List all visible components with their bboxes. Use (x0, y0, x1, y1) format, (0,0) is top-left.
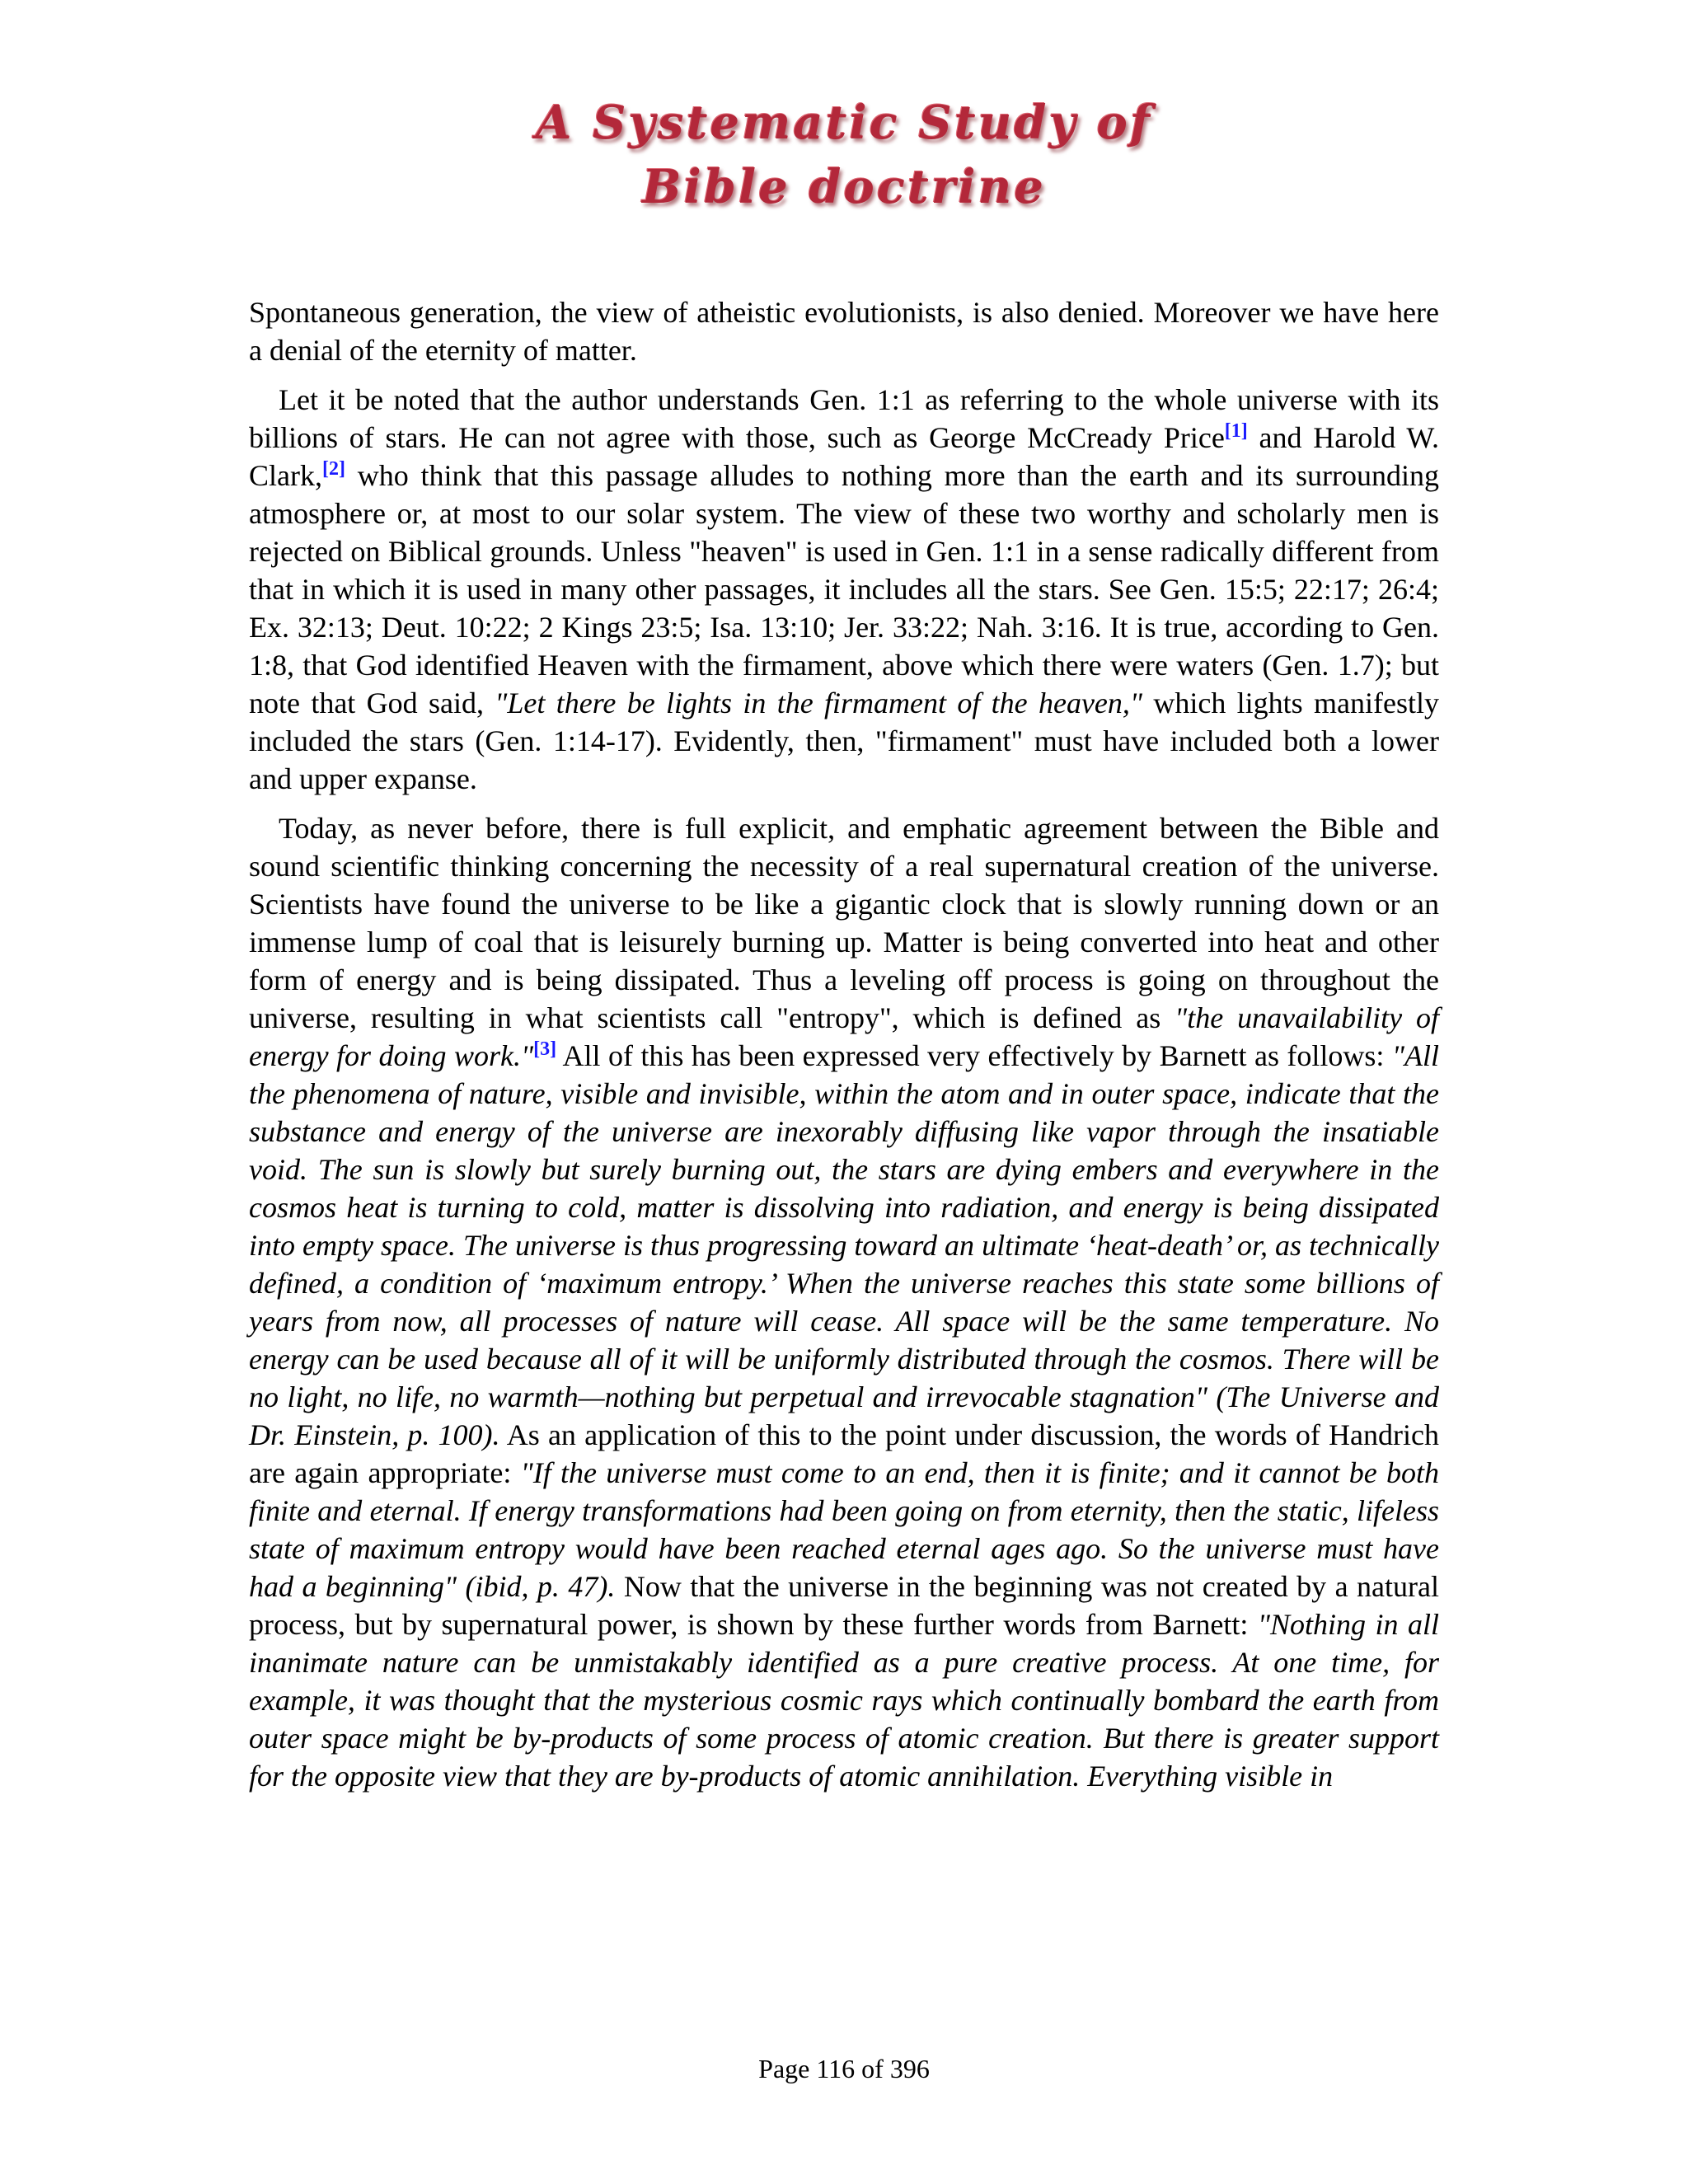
book-title-logo (0, 91, 1688, 219)
paragraph-2-text-a: Let it be noted that the author understands Gen. 1:1 as referring to the whole universe with its billions of stars. He can not agree with those, such as George McCready Price (249, 383, 1439, 454)
paragraph-2-text-d: which lights manifestly included the stars (Gen. 1:14-17). Evidently, then, "firmament" must have included both a lower and upper expanse. (249, 687, 1439, 795)
paragraph-2-text-b: and Harold W. Clark, (249, 421, 1440, 492)
paragraph-3-text-c: As an application of this to the point under discussion, the words of Handrich are again appropriate: (249, 1418, 1439, 1489)
footnote-link-2[interactable]: [2] (321, 458, 345, 480)
footnote-link-1[interactable]: [1] (1224, 420, 1248, 442)
paragraph-2-quote: "Let there be lights in the firmament of the heaven," (495, 687, 1143, 719)
paragraph-2 (249, 381, 1439, 798)
page-number: Page 116 of 396 (758, 2054, 930, 2083)
paragraph-1 (249, 293, 1439, 369)
paragraph-1-text: Spontaneous generation, the view of atheistic evolutionists, is also denied. Moreover we have here a denial of the eternity of matter. (249, 296, 1439, 367)
paragraph-3-quote-1: "the unavailability of energy for doing work." (249, 1001, 1439, 1072)
page-body (249, 293, 1439, 1807)
paragraph-3-quote-2: "All the phenomena of nature, visible and invisible, within the atom and in outer space, indicate that the substance and energy of the universe are inexorably diffusing like vapor through the insatiable void. The sun is slowly but surely burning out, the stars are dying embers and everywhere in the cosmos heat is turning to cold, matter is dissolving into radiation, and energy is being dissipated into empty space. The universe is thus progressing toward an ultimate ‘heat-death’ or, as technically defined, a condition of ‘maximum entropy.’ When the universe reaches this state some billions of years from now, all processes of nature will cease. All space will be the same temperature. No energy can be used because all of it will be uniformly distributed through the cosmos. There will be no light, no life, no warmth—nothing but perpetual and irrevocable stagnation" (The Universe and Dr. Einstein, p. 100). (249, 1039, 1439, 1451)
paragraph-3-text-a: Today, as never before, there is full explicit, and emphatic agreement between the Bible and sound scientific thinking concerning the necessity of a real supernatural creation of the universe. Scientists have found the universe to be like a gigantic clock that is slowly running down or an immense lump of coal that is leisurely burning up. Matter is being converted into heat and other form of energy and is being dissipated. Thus a leveling off process is going on throughout the universe, resulting in what scientists call "entropy", which is defined as (249, 812, 1439, 1034)
paragraph-2-text-c: who think that this passage alludes to nothing more than the earth and its surrounding atmosphere or, at most to our solar system. The view of these two worthy and scholarly men is rejected on Biblical grounds. Unless "heaven" is used in Gen. 1:1 in a sense radically different from that in which it is used in many other passages, it includes all the stars. See Gen. 15:5; 22:17; 26:4; Ex. 32:13; Deut. 10:22; 2 Kings 23:5; Isa. 13:10; Jer. 33:22; Nah. 3:16. It is true, according to Gen. 1:8, that God identified Heaven with the firmament, above which there were waters (Gen. 1.7); but note that God said, (249, 459, 1439, 719)
paragraph-3-quote-4: "Nothing in all inanimate nature can be unmistakably identified as a pure creative process. At one time, for example, it was thought that the mysterious cosmic rays which continually bombard the earth from outer space might be by-products of some process of atomic creation. But there is greater support for the opposite view that they are by-products of atomic annihilation. Everything visible in (249, 1608, 1439, 1793)
paragraph-3-text-b: All of this has been expressed very effectively by Barnett as follows: (556, 1039, 1392, 1072)
logo-title-line-2: Bible doctrine (642, 160, 1046, 214)
logo-title-line-1: A Systematic Study of (536, 96, 1152, 150)
paragraph-3-quote-3: "If the universe must come to an end, then it is finite; and it cannot be both finite and eternal. If energy transformations had been going on from eternity, then the static, lifeless state of maximum entropy would have been reached eternal ages ago. So the universe must have had a beginning" (ibid, p. 47). (249, 1456, 1439, 1603)
footnote-link-3[interactable]: [3] (533, 1038, 557, 1060)
paragraph-3-text-d: Now that the universe in the beginning was not created by a natural process, but by supernatural power, is shown by these further words from Barnett: (249, 1570, 1439, 1641)
paragraph-3 (249, 809, 1439, 1795)
